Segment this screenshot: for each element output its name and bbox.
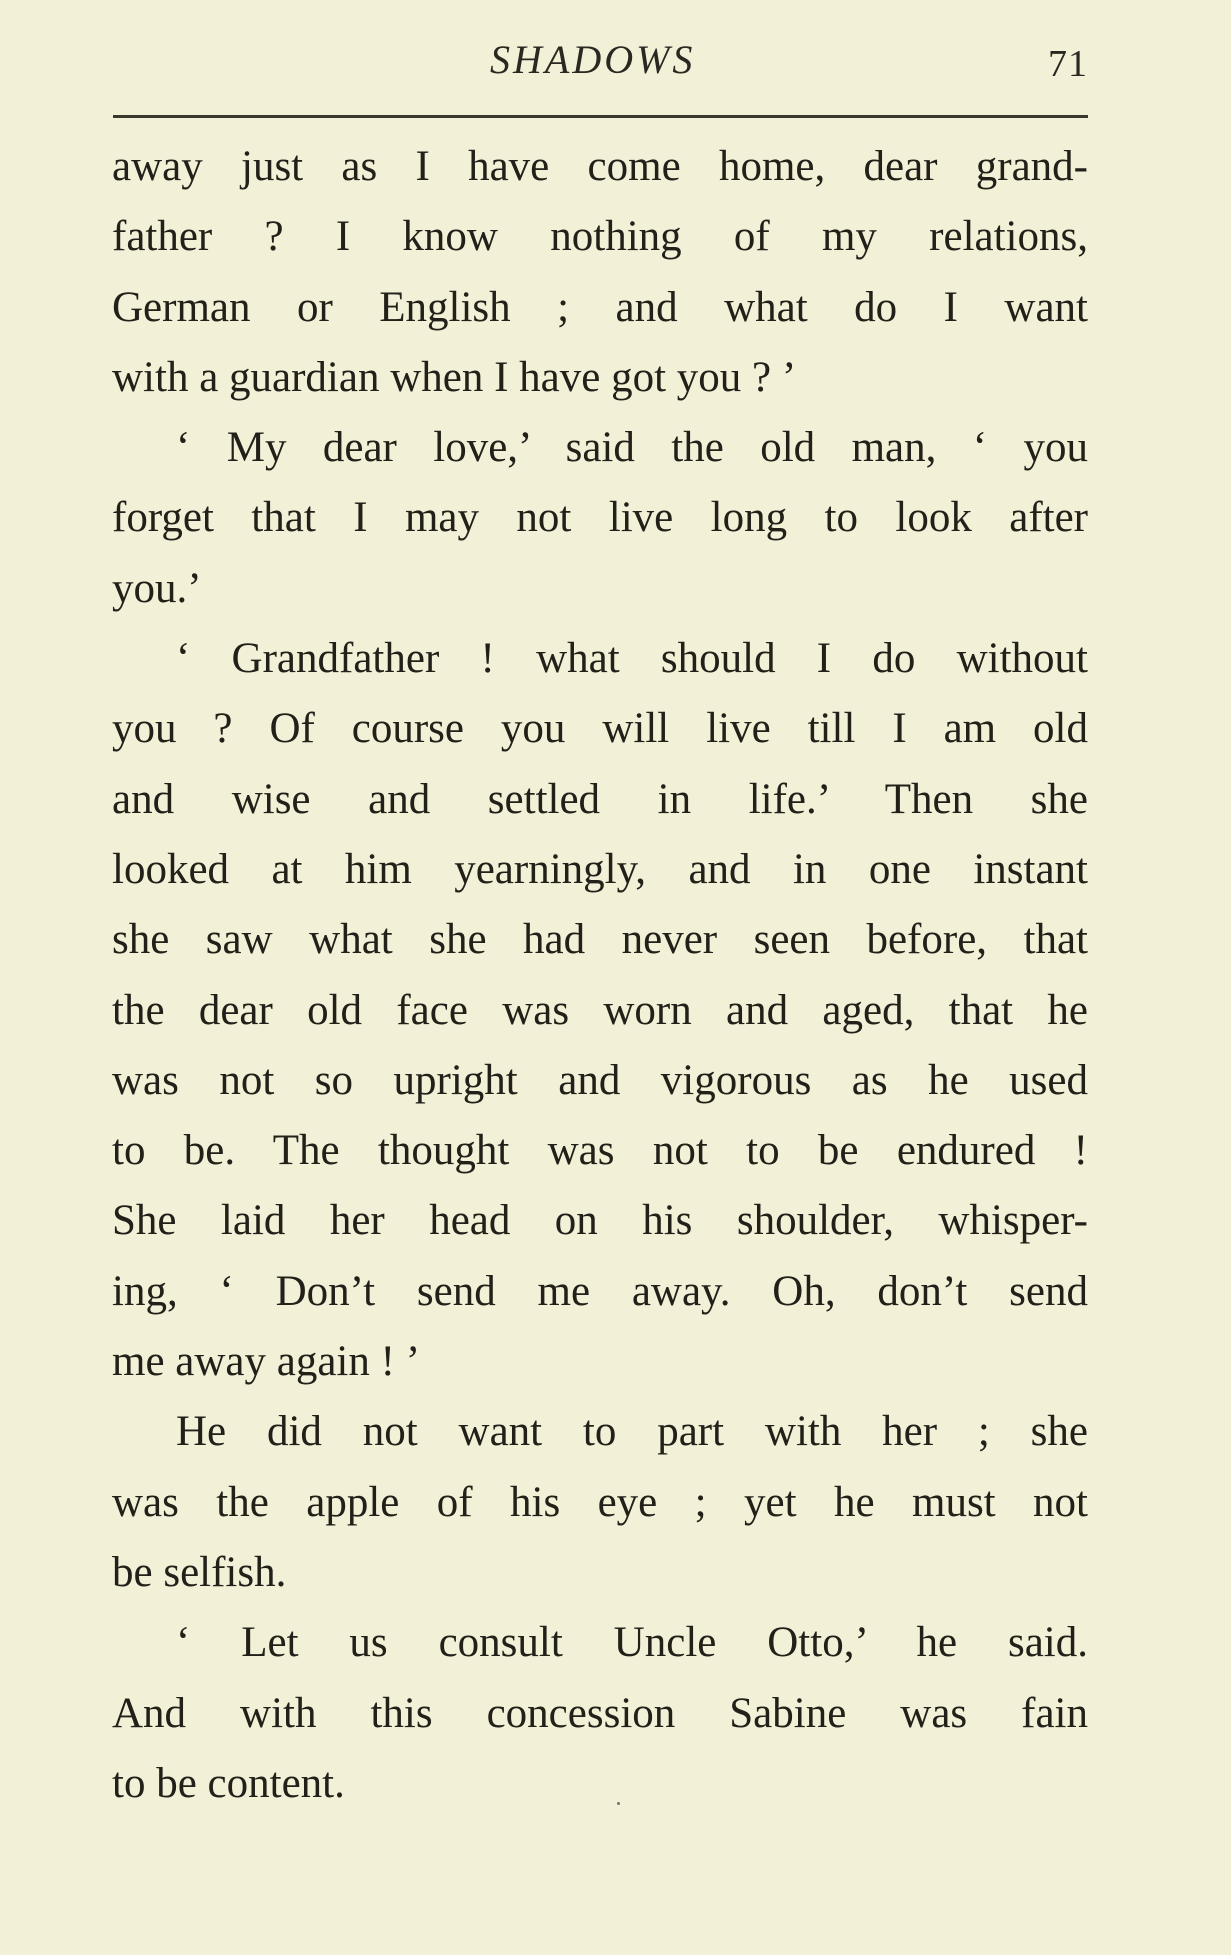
text-line: ing, ‘ Don’t send me away. Oh, don’t send — [112, 1267, 1088, 1315]
text-line: away just as I have come home, dear grand- — [112, 143, 1088, 190]
text-line: was not so upright and vigorous as he used — [112, 1056, 1088, 1104]
running-header — [0, 30, 1231, 90]
text-line: forget that I may not live long to look after — [112, 494, 1088, 542]
running-title: SHADOWS — [490, 37, 696, 82]
header-rule — [113, 115, 1088, 118]
text-line: He did not want to part with her ; she — [176, 1408, 1088, 1456]
text-line: and wise and settled in life.’ Then she — [112, 775, 1088, 823]
text-line: German or English ; and what do I want — [112, 283, 1088, 331]
text-line: was the apple of his eye ; yet he must not — [112, 1478, 1088, 1526]
text-line: you.’ — [112, 564, 202, 612]
text-line: me away again ! ’ — [112, 1338, 421, 1386]
body-text — [112, 132, 1088, 1819]
text-line: be selfish. — [112, 1548, 287, 1596]
text-line: to be content. — [112, 1759, 345, 1807]
text-line: to be. The thought was not to be endured ! — [112, 1127, 1088, 1175]
text-line: with a guardian when I have got you ? ’ — [112, 353, 797, 401]
text-line: she saw what she had never seen before, that — [112, 916, 1088, 964]
text-line: She laid her head on his shoulder, whisper- — [112, 1197, 1088, 1245]
ink-speck — [617, 1802, 620, 1805]
text-line: And with this concession Sabine was fain — [112, 1689, 1088, 1737]
page-number: 71 — [1048, 43, 1088, 85]
text-line: the dear old face was worn and aged, that he — [112, 986, 1088, 1034]
text-line: ‘ Let us consult Uncle Otto,’ he said. — [176, 1619, 1088, 1667]
text-line: ‘ My dear love,’ said the old man, ‘ you — [176, 424, 1088, 472]
text-line: ‘ Grandfather ! what should I do without — [176, 635, 1088, 683]
text-line: you ? Of course you will live till I am old — [112, 705, 1088, 753]
text-line: looked at him yearningly, and in one instant — [112, 845, 1088, 893]
text-line: father ? I know nothing of my relations, — [112, 213, 1088, 261]
